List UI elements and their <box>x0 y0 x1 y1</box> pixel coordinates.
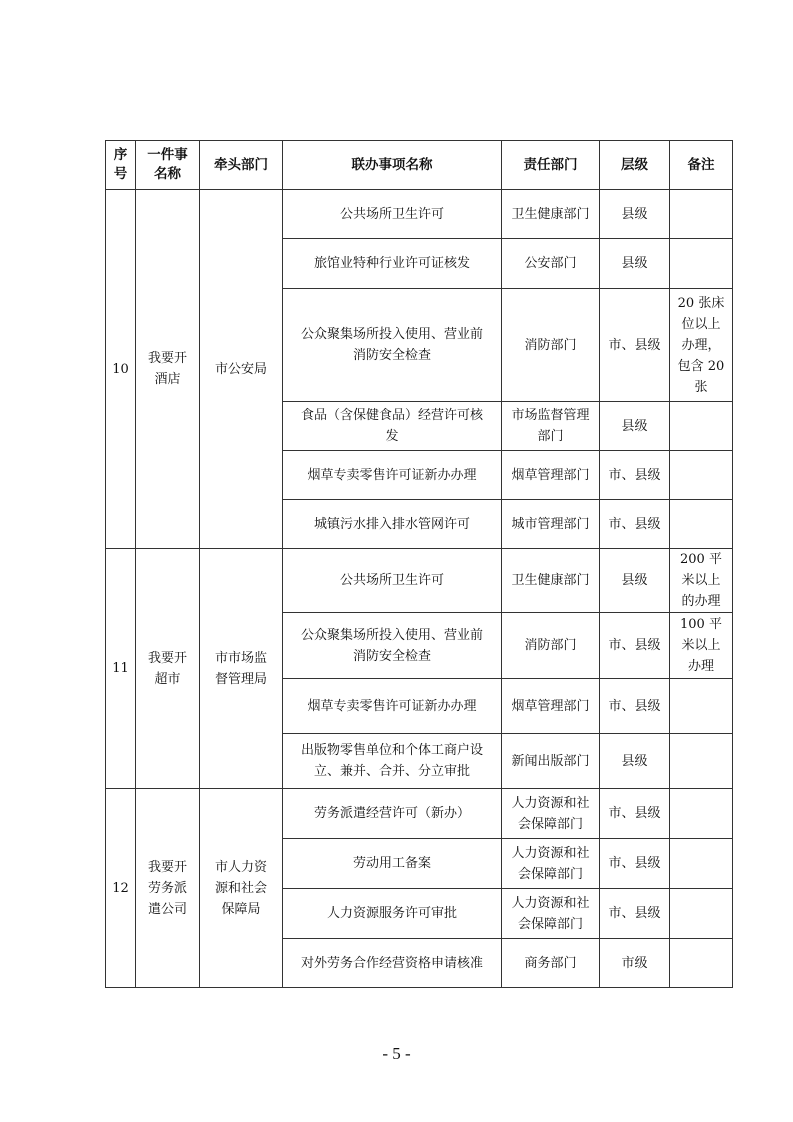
level: 市、县级 <box>600 839 670 889</box>
table-row <box>106 789 733 839</box>
resp-dept: 烟草管理部门 <box>502 679 600 734</box>
joint-item: 公众聚集场所投入使用、营业前 消防安全检查 <box>283 289 502 402</box>
joint-item: 公众聚集场所投入使用、营业前 消防安全检查 <box>283 613 502 679</box>
note <box>670 679 733 734</box>
group-item: 我要开 超市 <box>136 549 200 789</box>
note <box>670 839 733 889</box>
resp-dept: 卫生健康部门 <box>502 190 600 239</box>
joint-item: 人力资源服务许可审批 <box>283 889 502 939</box>
resp-dept: 人力资源和社 会保障部门 <box>502 789 600 839</box>
level: 市、县级 <box>600 451 670 500</box>
level: 市、县级 <box>600 889 670 939</box>
header-no: 序 号 <box>106 141 136 190</box>
note: 100 平 米以上 办理 <box>670 613 733 679</box>
resp-dept: 烟草管理部门 <box>502 451 600 500</box>
joint-item: 城镇污水排入排水管网许可 <box>283 500 502 549</box>
header-joint: 联办事项名称 <box>283 141 502 190</box>
resp-dept: 公安部门 <box>502 239 600 289</box>
group-item: 我要开 劳务派 遣公司 <box>136 789 200 988</box>
joint-item: 公共场所卫生许可 <box>283 549 502 613</box>
group-item: 我要开 酒店 <box>136 190 200 549</box>
resp-dept: 市场监督管理 部门 <box>502 402 600 451</box>
note <box>670 239 733 289</box>
resp-dept: 消防部门 <box>502 289 600 402</box>
resp-dept: 城市管理部门 <box>502 500 600 549</box>
joint-item: 烟草专卖零售许可证新办办理 <box>283 451 502 500</box>
page-number: - 5 - <box>382 1044 411 1063</box>
resp-dept: 新闻出版部门 <box>502 734 600 789</box>
level: 市级 <box>600 939 670 988</box>
joint-item: 对外劳务合作经营资格申请核准 <box>283 939 502 988</box>
level: 县级 <box>600 239 670 289</box>
joint-item: 劳动用工备案 <box>283 839 502 889</box>
header-resp: 责任部门 <box>502 141 600 190</box>
resp-dept: 人力资源和社 会保障部门 <box>502 889 600 939</box>
level: 市、县级 <box>600 679 670 734</box>
level: 县级 <box>600 734 670 789</box>
level: 市、县级 <box>600 500 670 549</box>
note <box>670 190 733 239</box>
joint-item: 劳务派遣经营许可（新办） <box>283 789 502 839</box>
joint-item: 旅馆业特种行业许可证核发 <box>283 239 502 289</box>
resp-dept: 人力资源和社 会保障部门 <box>502 839 600 889</box>
note <box>670 734 733 789</box>
note <box>670 402 733 451</box>
joint-item: 食品（含保健食品）经营许可核 发 <box>283 402 502 451</box>
note <box>670 939 733 988</box>
group-no: 12 <box>106 789 136 988</box>
note <box>670 500 733 549</box>
level: 市、县级 <box>600 613 670 679</box>
note <box>670 889 733 939</box>
note: 20 张床 位以上 办理， 包含 20 张 <box>670 289 733 402</box>
group-lead: 市人力资 源和社会 保障局 <box>200 789 283 988</box>
joint-item: 公共场所卫生许可 <box>283 190 502 239</box>
level: 市、县级 <box>600 789 670 839</box>
group-no: 10 <box>106 190 136 549</box>
table-header-row <box>106 141 733 190</box>
joint-item: 烟草专卖零售许可证新办办理 <box>283 679 502 734</box>
joint-handling-table <box>105 140 733 988</box>
header-lead: 牵头部门 <box>200 141 283 190</box>
header-note: 备注 <box>670 141 733 190</box>
table-row <box>106 190 733 239</box>
level: 县级 <box>600 402 670 451</box>
group-no: 11 <box>106 549 136 789</box>
header-level: 层级 <box>600 141 670 190</box>
level: 市、县级 <box>600 289 670 402</box>
note <box>670 789 733 839</box>
group-lead: 市公安局 <box>200 190 283 549</box>
resp-dept: 卫生健康部门 <box>502 549 600 613</box>
level: 县级 <box>600 190 670 239</box>
group-lead: 市市场监 督管理局 <box>200 549 283 789</box>
header-item: 一件事 名称 <box>136 141 200 190</box>
resp-dept: 商务部门 <box>502 939 600 988</box>
resp-dept: 消防部门 <box>502 613 600 679</box>
level: 县级 <box>600 549 670 613</box>
joint-item: 出版物零售单位和个体工商户设 立、兼并、合并、分立审批 <box>283 734 502 789</box>
table-row <box>106 549 733 613</box>
note <box>670 451 733 500</box>
note: 200 平 米以上 的办理 <box>670 549 733 613</box>
